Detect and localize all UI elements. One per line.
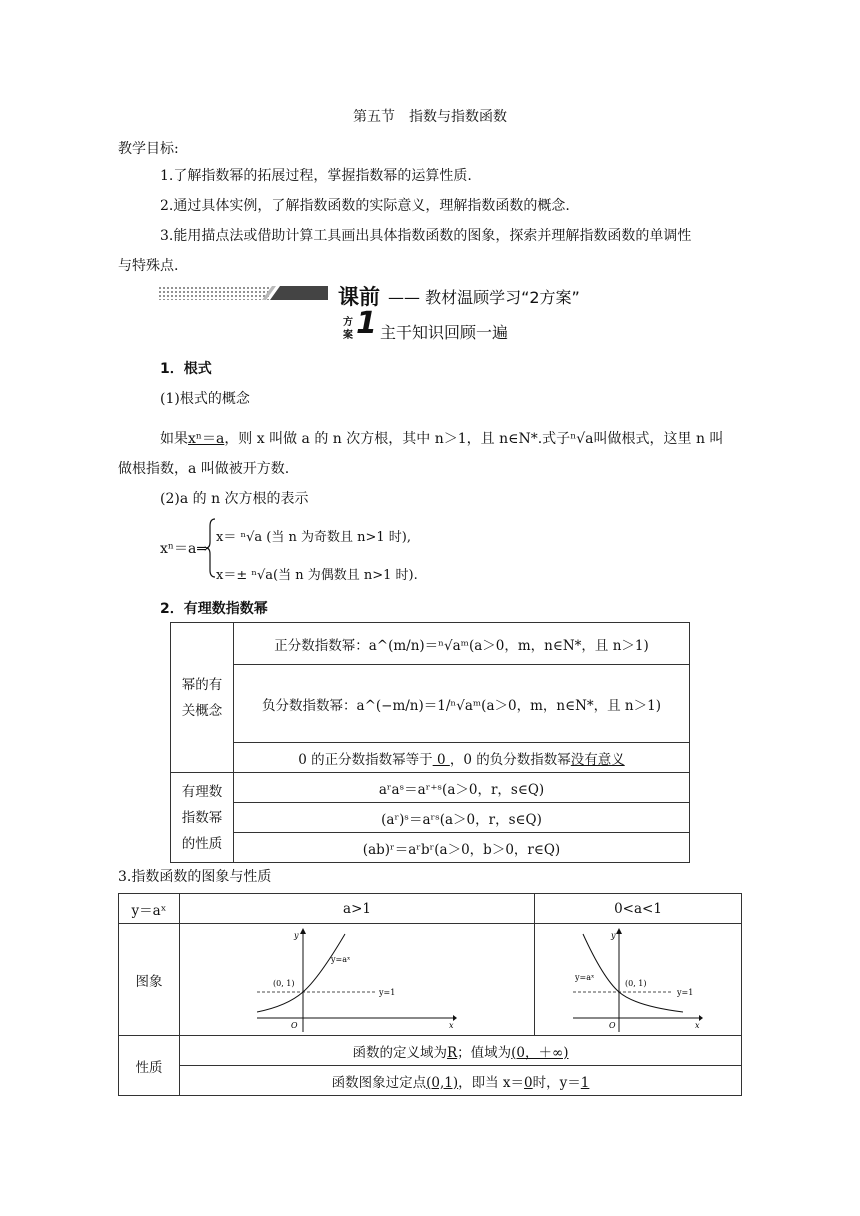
exponent-property: (aʳ)ˢ＝aʳˢ(a＞0，r，s∈Q) [234,803,690,833]
row-label: 有理数 指数幂 的性质 [171,773,234,863]
positive-fraction-exponent: 正分数指数幂：a^(m/n)＝ⁿ√aᵐ(a＞0，m，n∈N*，且 n＞1) [234,623,690,665]
odd-case: x＝ ⁿ√a (当 n 为奇数且 n>1 时), [216,530,411,545]
banner-bar [270,286,328,300]
fixed-point-row: 函数图象过定点(0,1)，即当 x＝0时，y＝1 [180,1066,742,1096]
paragraph-line: 如果xⁿ＝a，则 x 叫做 a 的 n 次方根，其中 n＞1，且 n∈N*.式子ⁿ√a叫做根式，这里 n 叫 [160,431,724,447]
exponential-decay-graph [573,928,703,1032]
row-label: 图象 [119,924,180,1036]
goal-item: 3.能用描点法或借助计算工具画出具体指数函数的图象，探索并理解指数函数的单调性 [160,228,692,244]
svg-text:y=1: y=1 [379,987,396,997]
plan-label-top: 方 [343,317,353,328]
section-heading: 3.指数函数的图象与性质 [118,869,272,885]
row-label: 幂的有 关概念 [171,623,234,773]
even-case: x＝± ⁿ√a(当 n 为偶数且 n>1 时). [216,568,418,583]
svg-text:y=aˣ: y=aˣ [575,972,595,982]
svg-text:y=aˣ: y=aˣ [331,954,351,964]
zero-exponent-rule: 0 的正分数指数幂等于 0 ，0 的负分数指数幂没有意义 [234,743,690,773]
graph-cell-a-lt-1 [535,924,742,1036]
svg-text:x: x [695,1020,700,1030]
negative-fraction-exponent: 负分数指数幂：a^(−m/n)＝1/ⁿ√aᵐ(a＞0，m，n∈N*，且 n＞1) [234,665,690,743]
goal-item: 1.了解指数幂的拓展过程，掌握指数幂的运算性质. [160,168,472,184]
section-heading: 2．有理数指数幂 [160,601,268,617]
subheading: (1)根式的概念 [160,391,250,407]
svg-text:O: O [291,1020,298,1030]
exponent-property: aʳaˢ＝aʳ⁺ˢ(a＞0，r，s∈Q) [234,773,690,803]
svg-text:y=1: y=1 [677,987,694,997]
svg-text:y: y [611,930,616,940]
paragraph-line: 做根指数，a 叫做被开方数. [118,461,290,477]
goal-item: 2.通过具体实例，了解指数函数的实际意义，理解指数函数的概念. [160,198,570,214]
plan-label-bottom: 案 [343,330,353,341]
domain-range-row: 函数的定义域为R；值域为(0，＋∞) [180,1036,742,1066]
svg-text:O: O [609,1020,616,1030]
exponent-property: (ab)ʳ＝aʳbʳ(a＞0，b＞0，r∈Q) [234,833,690,863]
plan-number: 1 [356,306,377,341]
svg-text:x: x [449,1020,454,1030]
svg-text:(0, 1): (0, 1) [273,978,295,988]
col-header: 0<a<1 [535,894,742,924]
graph-cell-a-gt-1 [180,924,535,1036]
page-title: 第五节 指数与指数函数 [353,109,507,125]
col-header: y＝aˣ [119,894,180,924]
row-label: 性质 [119,1036,180,1096]
svg-text:y: y [294,930,299,940]
banner-subtitle: —— 教材温顾学习“2方案” [388,288,580,307]
rational-exponent-table [170,622,690,863]
goal-item: 与特殊点. [118,258,179,274]
exponential-function-table [118,893,742,1096]
col-header: a>1 [180,894,535,924]
banner-title: 课前 [338,285,380,309]
svg-text:(0, 1): (0, 1) [625,978,647,988]
banner-dots [158,286,270,300]
exponential-growth-graph [257,928,457,1032]
goals-heading: 教学目标: [118,141,179,157]
section-heading: 1．根式 [160,361,212,377]
implication-lhs: xⁿ＝a⇒ [160,541,209,557]
subheading: (2)a 的 n 次方根的表示 [160,491,309,507]
brace-icon [206,518,216,578]
plan-text: 主干知识回顾一遍 [380,323,509,342]
